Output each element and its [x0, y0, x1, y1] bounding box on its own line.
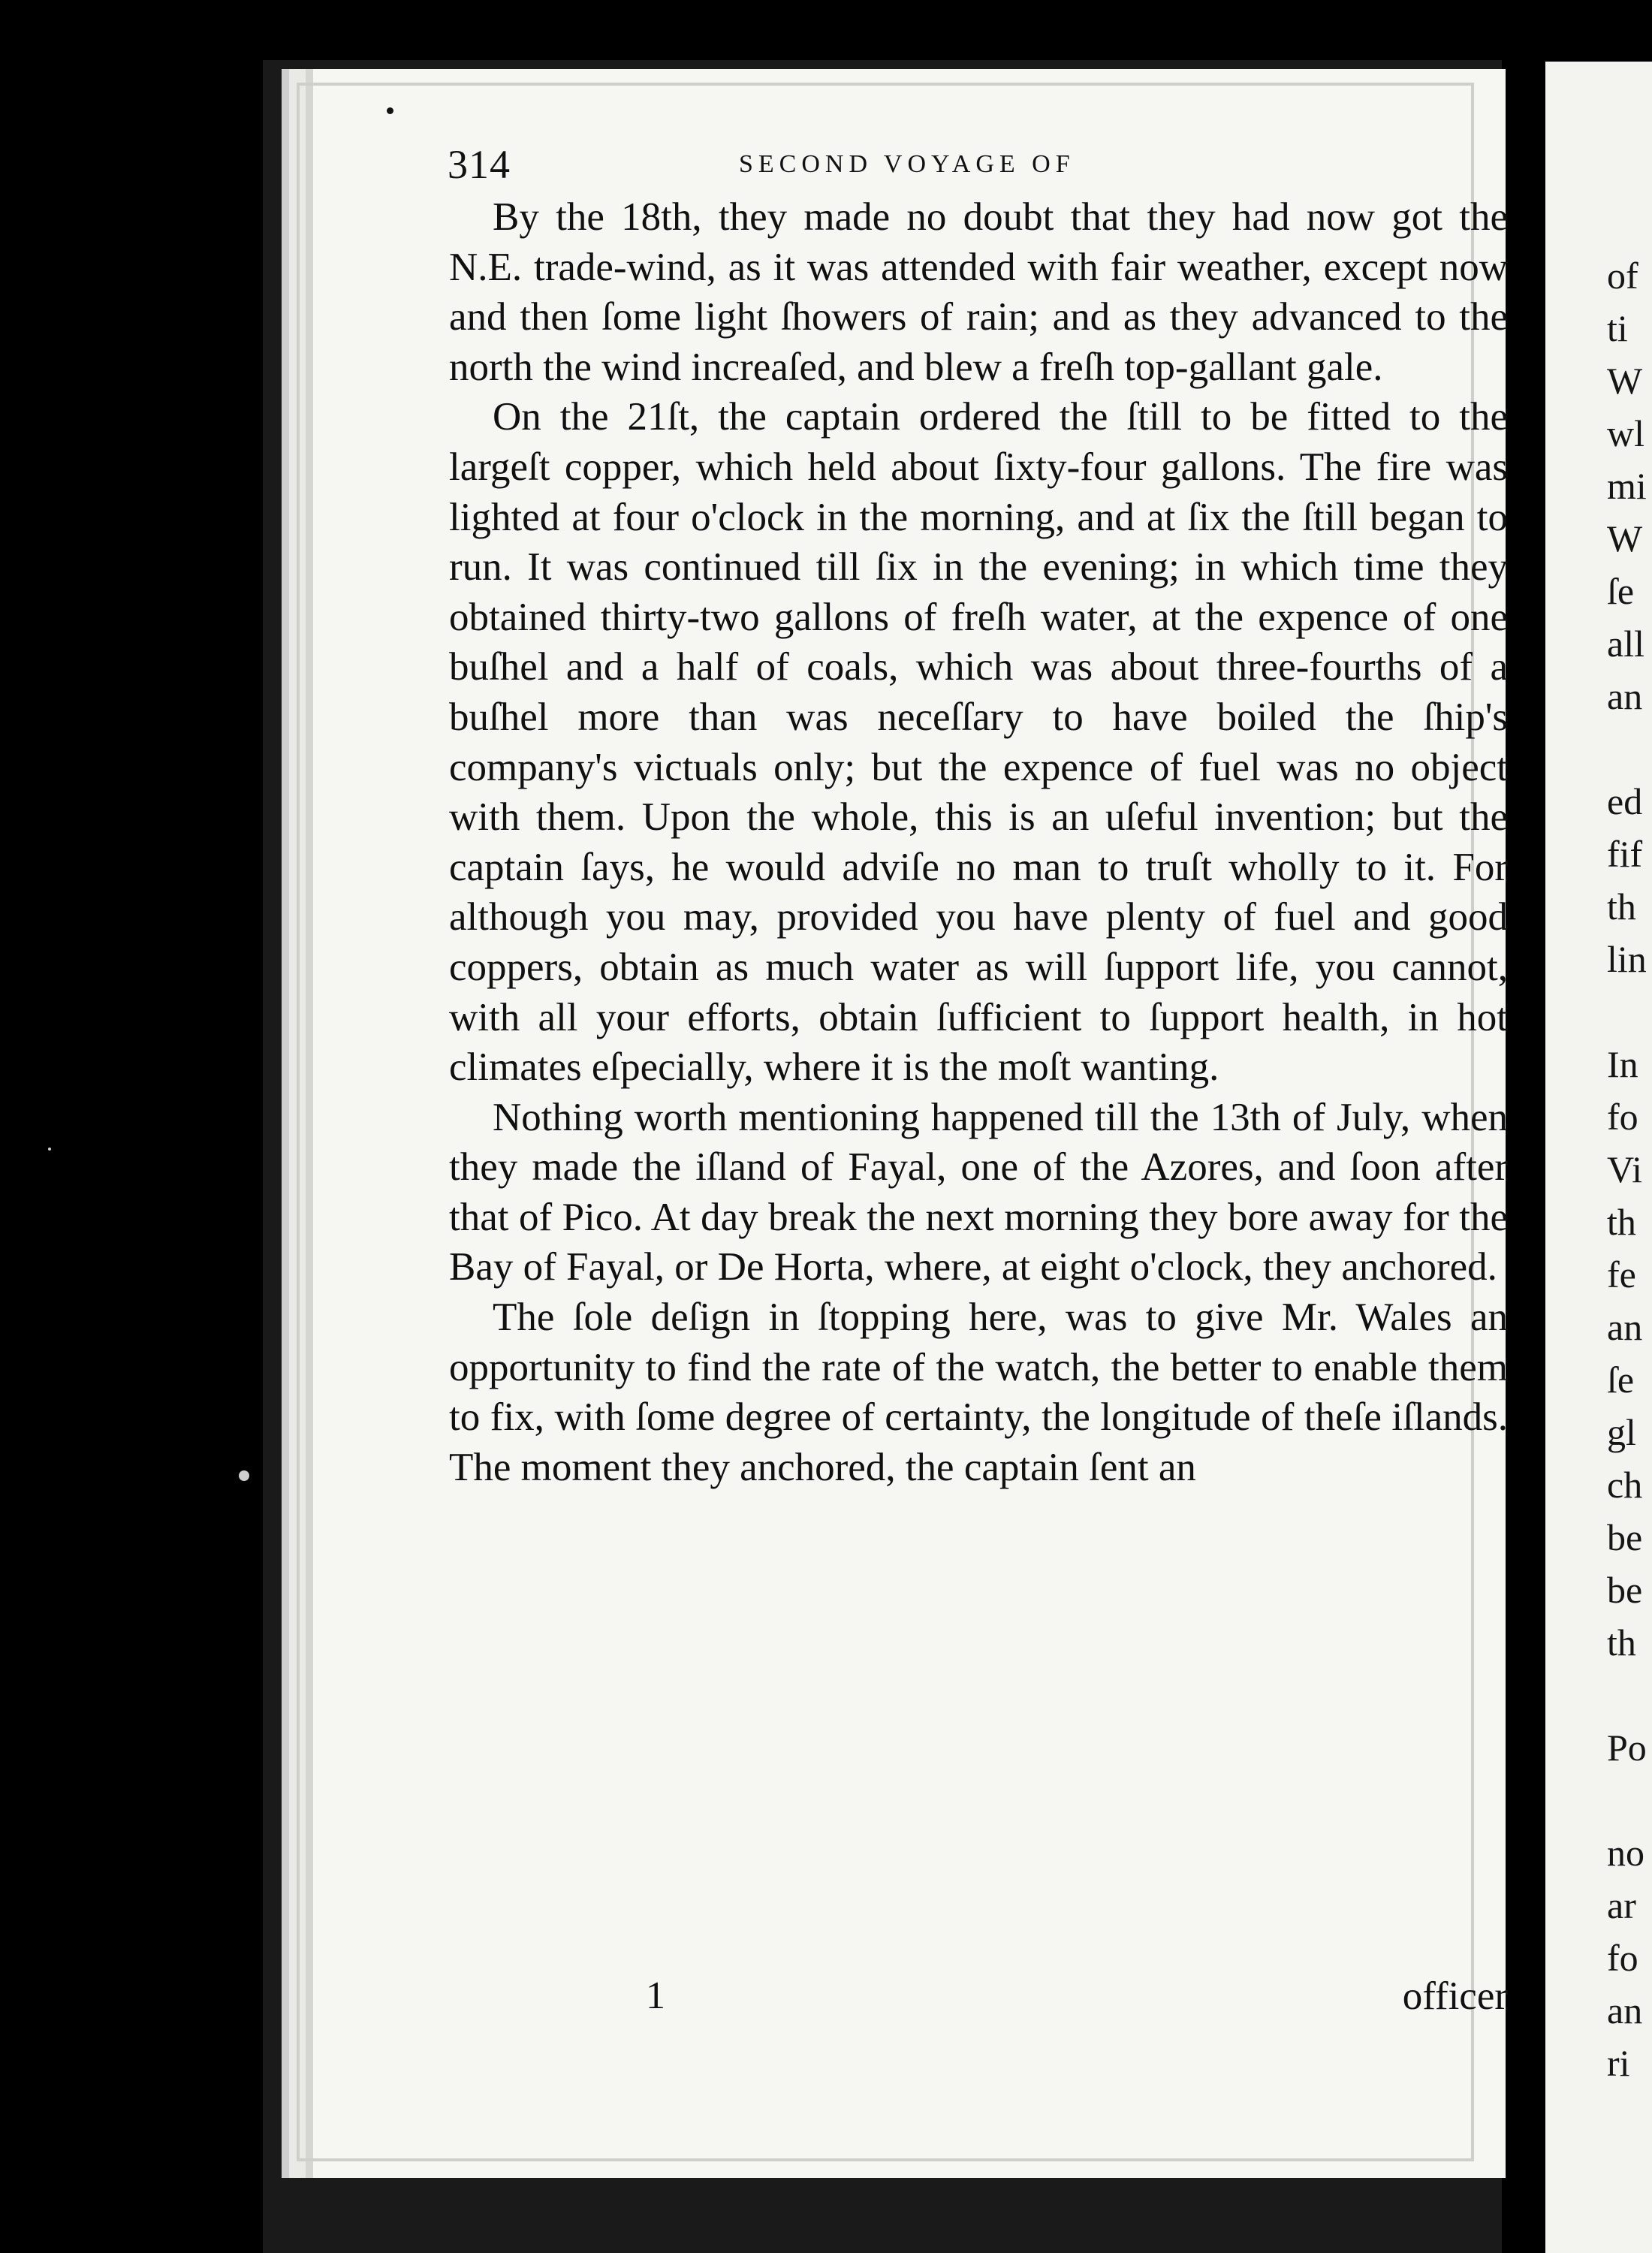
- adjacent-line: an: [1607, 1306, 1643, 1348]
- adjacent-line: th: [1607, 1621, 1636, 1663]
- adjacent-line: [1607, 1669, 1652, 1721]
- adjacent-line: all: [1607, 623, 1644, 665]
- running-title: SECOND VOYAGE OF: [739, 150, 1075, 178]
- adjacent-line: of: [1607, 255, 1638, 297]
- adjacent-line: ri: [1607, 2042, 1630, 2084]
- adjacent-line: an: [1607, 675, 1643, 717]
- adjacent-line: [1607, 722, 1652, 775]
- catchword: officer: [1402, 1974, 1508, 2018]
- adjacent-line: W: [1607, 360, 1643, 402]
- page-footer: [449, 1974, 1508, 2026]
- adjacent-line: lin: [1607, 938, 1647, 980]
- adjacent-line: an: [1607, 1989, 1643, 2031]
- adjacent-line: Vi: [1607, 1148, 1642, 1190]
- adjacent-line: ch: [1607, 1464, 1643, 1506]
- body-text: [449, 192, 1508, 1492]
- adjacent-line: In: [1607, 1043, 1638, 1085]
- page-number: 314: [448, 142, 511, 187]
- paragraph-still-experiment: On the 21ſt, the captain ordered the ſtill to be fitted to the largeſt copper, which held about ſixty-four gallons. The fire was lighted at four o'clock in the morning, and at ſix the ſtill began to run. It was continued till ſix in the evening; in which time they obtained thirty-two gallons of freſh water, at the expence of one buſhel and a half of coals, which was about three-fourths of a buſhel more than was neceſſary to have boiled the ſhip's company's victuals only; but the expence of fuel was no object with them. Upon the whole, this is an uſeful invention; but the captain ſays, he would adviſe no man to truſt wholly to it. For although you may, provided you have plenty of fuel and good coppers, obtain as much water as will ſupport life, you cannot, with all your efforts, obtain ſufficient to ſupport health, in hot climates eſpecially, where it is the moſt wanting.: [449, 395, 1508, 1090]
- adjacent-line: fif: [1607, 833, 1643, 875]
- adjacent-line: fe: [1607, 1253, 1636, 1295]
- adjacent-line: be: [1607, 1569, 1643, 1611]
- adjacent-line: [1607, 1774, 1652, 1826]
- adjacent-page-text: [1607, 249, 1652, 2089]
- adjacent-line: fo: [1607, 1937, 1638, 1979]
- signature-mark: 1: [646, 1974, 665, 2017]
- adjacent-line: ed: [1607, 780, 1643, 822]
- adjacent-line: Po: [1607, 1727, 1647, 1769]
- adjacent-line: ſe: [1607, 570, 1635, 612]
- adjacent-line: W: [1607, 517, 1643, 559]
- paragraph-fayal-arrival: Nothing worth mentioning happened till the 13th of July, when they made the iſland of Fayal, one of the Azores, and ſoon after that of Pico. At day break the next morning they bore away for the Bay of Fayal, or De Horta, where, at eight o'clock, they anchored.: [449, 1095, 1508, 1289]
- adjacent-line: be: [1607, 1516, 1643, 1558]
- adjacent-line: th: [1607, 1201, 1636, 1243]
- adjacent-line: ar: [1607, 1884, 1636, 1926]
- paper-speck: [387, 107, 393, 114]
- paper-speck: [48, 1148, 51, 1151]
- adjacent-line: wl: [1607, 412, 1644, 454]
- adjacent-line: th: [1607, 885, 1636, 927]
- paper-speck: [239, 1470, 249, 1481]
- adjacent-line: gl: [1607, 1411, 1636, 1453]
- adjacent-page-edge: [1545, 62, 1652, 2253]
- adjacent-line: mi: [1607, 465, 1647, 507]
- adjacent-line: fo: [1607, 1096, 1638, 1138]
- adjacent-line: ſe: [1607, 1359, 1635, 1401]
- paragraph-stopping-design: The ſole deſign in ſtopping here, was to give Mr. Wales an opportunity to find the rate of the watch, the better to enable them to fix, with ſome degree of certainty, the longitude of theſe iſlands. The moment they anchored, the captain ſent an: [449, 1295, 1508, 1489]
- paragraph-trade-wind: By the 18th, they made no doubt that they had now got the N.E. trade-wind, as it was attended with fair weather, except now and then ſome light ſhowers of rain; and as they advanced to the north the wind increaſed, and blew a freſh top-gallant gale.: [449, 195, 1508, 389]
- adjacent-line: no: [1607, 1832, 1644, 1874]
- adjacent-line: [1607, 985, 1652, 1038]
- adjacent-line: ti: [1607, 307, 1628, 349]
